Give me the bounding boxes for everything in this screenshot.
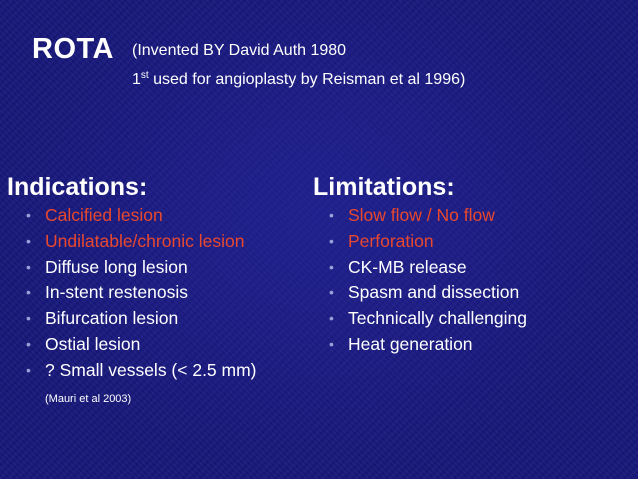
list-item	[329, 306, 629, 332]
list-item	[26, 332, 276, 358]
list-item	[26, 255, 276, 281]
bullet-icon: •	[329, 335, 334, 352]
limitations-list	[329, 203, 629, 358]
bullet-icon: •	[329, 207, 334, 223]
limitations-heading: Limitations:	[313, 173, 455, 201]
list-item	[329, 203, 629, 229]
slide-title: ROTA	[32, 33, 115, 65]
list-item-text: Ostial lesion	[45, 333, 141, 354]
bullet-icon: •	[26, 335, 31, 352]
bullet-icon: •	[26, 232, 31, 249]
bullet-icon: •	[329, 232, 334, 249]
indications-heading: Indications:	[7, 173, 148, 201]
bullet-icon: •	[329, 310, 334, 327]
list-item-text: Heat generation	[348, 333, 473, 354]
list-item-text: Slow flow / No flow	[348, 205, 495, 225]
indications-list	[26, 203, 276, 412]
bullet-icon: •	[26, 207, 31, 223]
bullet-icon: •	[329, 258, 334, 275]
citation: (Mauri et al 2003)	[45, 392, 132, 405]
list-item	[26, 306, 276, 332]
bullet-icon: •	[26, 284, 31, 301]
list-item	[26, 203, 276, 229]
list-item-text: Perforation	[348, 230, 434, 251]
title-subtitle-line-1: (Invented BY David Auth 1980	[132, 42, 347, 59]
list-item-text: ? Small vessels (< 2.5 mm)	[45, 359, 257, 380]
ordinal-number: 1	[132, 71, 141, 88]
list-item-text: CK-MB release	[348, 256, 467, 277]
list-item	[329, 280, 629, 306]
list-item	[26, 280, 276, 306]
list-item	[329, 229, 629, 255]
bullet-icon: •	[26, 258, 31, 275]
list-item	[26, 229, 276, 255]
list-item-text: In-stent restenosis	[45, 282, 188, 303]
bullet-icon: •	[26, 310, 31, 327]
list-item-text: Technically challenging	[348, 308, 527, 329]
list-item-text: Calcified lesion	[45, 205, 163, 225]
list-item	[329, 255, 629, 281]
bullet-icon: •	[26, 361, 31, 378]
list-item-text: Undilatable/chronic lesion	[45, 230, 245, 251]
list-item	[329, 332, 629, 358]
bullet-icon: •	[329, 284, 334, 301]
list-item-text: Diffuse long lesion	[45, 256, 188, 277]
ordinal-suffix: st	[140, 70, 149, 81]
list-item-text: Spasm and dissection	[348, 282, 520, 303]
list-item-text: Bifurcation lesion	[45, 308, 179, 329]
title-subtitle-line-2	[132, 71, 465, 89]
subtitle-rest: used for angioplasty by Reisman et al 1996)	[148, 71, 466, 88]
list-item	[26, 358, 276, 413]
